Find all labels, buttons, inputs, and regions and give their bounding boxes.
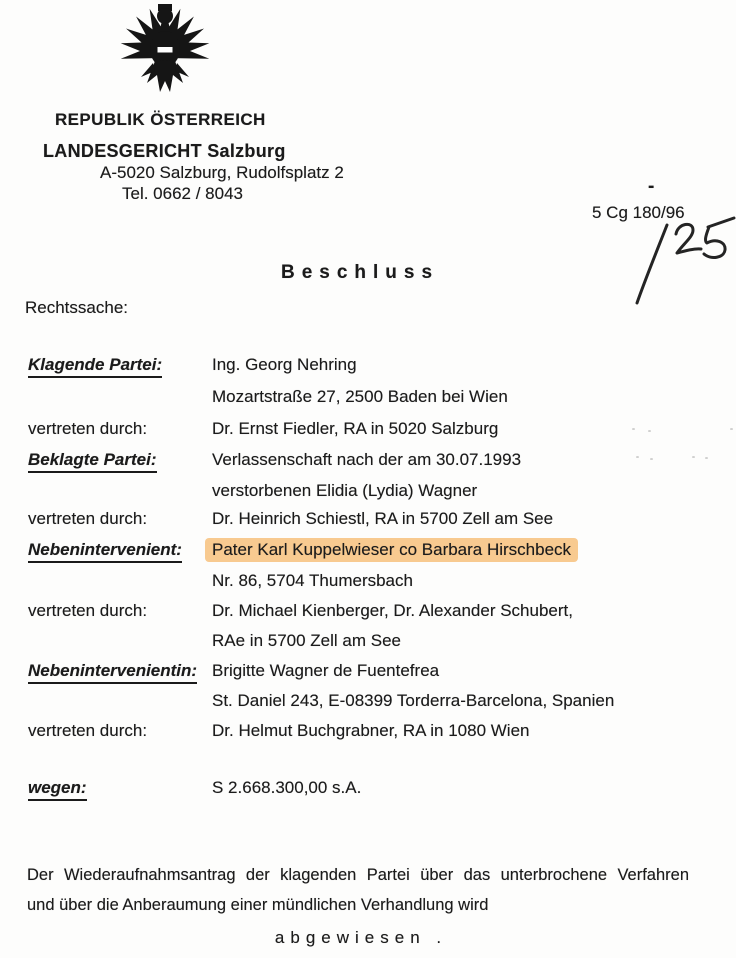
party-row xyxy=(28,631,720,651)
party-row xyxy=(28,661,720,684)
party-row-label: wegen: xyxy=(28,778,212,801)
verdict-text: abgewiesen . xyxy=(274,928,448,947)
party-row xyxy=(28,450,720,473)
party-row xyxy=(28,481,720,501)
party-row-label: Nebenintervenient: xyxy=(28,540,212,563)
party-row-label: Nebenintervenientin: xyxy=(28,661,212,684)
scan-speck xyxy=(730,428,733,430)
party-row-label: vertreten durch: xyxy=(28,419,148,438)
court-address: A-5020 Salzburg, Rudolfsplatz 2 xyxy=(100,163,344,182)
scan-speck xyxy=(650,458,653,460)
party-row xyxy=(28,387,720,407)
party-row xyxy=(28,355,720,378)
party-row-value: verstorbenen Elidia (Lydia) Wagner xyxy=(212,481,478,500)
decision-text-line2: und über die Anberaumung einer mündlichen Verhandlung wird xyxy=(27,896,489,914)
party-row-value: RAe in 5700 Zell am See xyxy=(212,631,401,650)
party-row xyxy=(28,778,720,801)
party-row-value: Dr. Michael Kienberger, Dr. Alexander Schubert, xyxy=(212,601,573,620)
party-row-label: Klagende Partei: xyxy=(28,355,212,378)
party-row-label: vertreten durch: xyxy=(28,601,148,620)
party-row-value: Dr. Helmut Buchgrabner, RA in 1080 Wien xyxy=(212,721,530,740)
party-row-value: Dr. Ernst Fiedler, RA in 5020 Salzburg xyxy=(212,419,499,438)
party-row xyxy=(28,509,720,529)
party-row xyxy=(28,419,720,439)
party-row-value: Nr. 86, 5704 Thumersbach xyxy=(212,571,413,590)
shield-stripe xyxy=(158,47,173,53)
handwritten-page-number xyxy=(600,200,736,310)
party-row-value: Mozartstraße 27, 2500 Baden bei Wien xyxy=(212,387,508,406)
party-row xyxy=(28,601,720,621)
scan-speck xyxy=(705,457,708,459)
party-row xyxy=(28,721,720,741)
case-intro-label: Rechtssache: xyxy=(25,298,128,317)
republic-heading: REPUBLIK ÖSTERREICH xyxy=(55,110,266,129)
party-row-value: Verlassenschaft nach der am 30.07.1993 xyxy=(212,450,522,469)
dash-mark: - xyxy=(648,176,655,197)
party-row-label: vertreten durch: xyxy=(28,721,148,740)
party-row xyxy=(28,571,720,591)
austrian-eagle-icon xyxy=(113,3,217,95)
party-row xyxy=(28,540,720,563)
party-row-value: Dr. Heinrich Schiestl, RA in 5700 Zell am See xyxy=(212,509,554,528)
document-title: Beschluss xyxy=(281,262,440,283)
party-row xyxy=(28,691,720,711)
party-row-value: S 2.668.300,00 s.A. xyxy=(212,778,362,797)
court-phone: Tel. 0662 / 8043 xyxy=(122,184,243,203)
case-number: 5 Cg 180/96 xyxy=(592,203,685,222)
party-row-label: Beklagte Partei: xyxy=(28,450,212,473)
party-row-value: Ing. Georg Nehring xyxy=(212,355,357,374)
party-row-label: vertreten durch: xyxy=(28,509,148,528)
scan-speck xyxy=(692,456,695,458)
scan-speck xyxy=(648,430,651,432)
highlighted-party-value: Pater Karl Kuppelwieser co Barbara Hirschbeck xyxy=(205,538,578,562)
court-name: LANDESGERICHT Salzburg xyxy=(43,141,286,161)
decision-text-line1: Der Wiederaufnahmsantrag der klagenden Partei über das unterbrochene Verfahren xyxy=(27,866,689,884)
scan-speck xyxy=(632,428,635,430)
scan-speck xyxy=(636,456,639,458)
party-row-value: St. Daniel 243, E-08399 Torderra-Barcelona, Spanien xyxy=(212,691,615,710)
party-row-value: Brigitte Wagner de Fuentefrea xyxy=(212,661,440,680)
